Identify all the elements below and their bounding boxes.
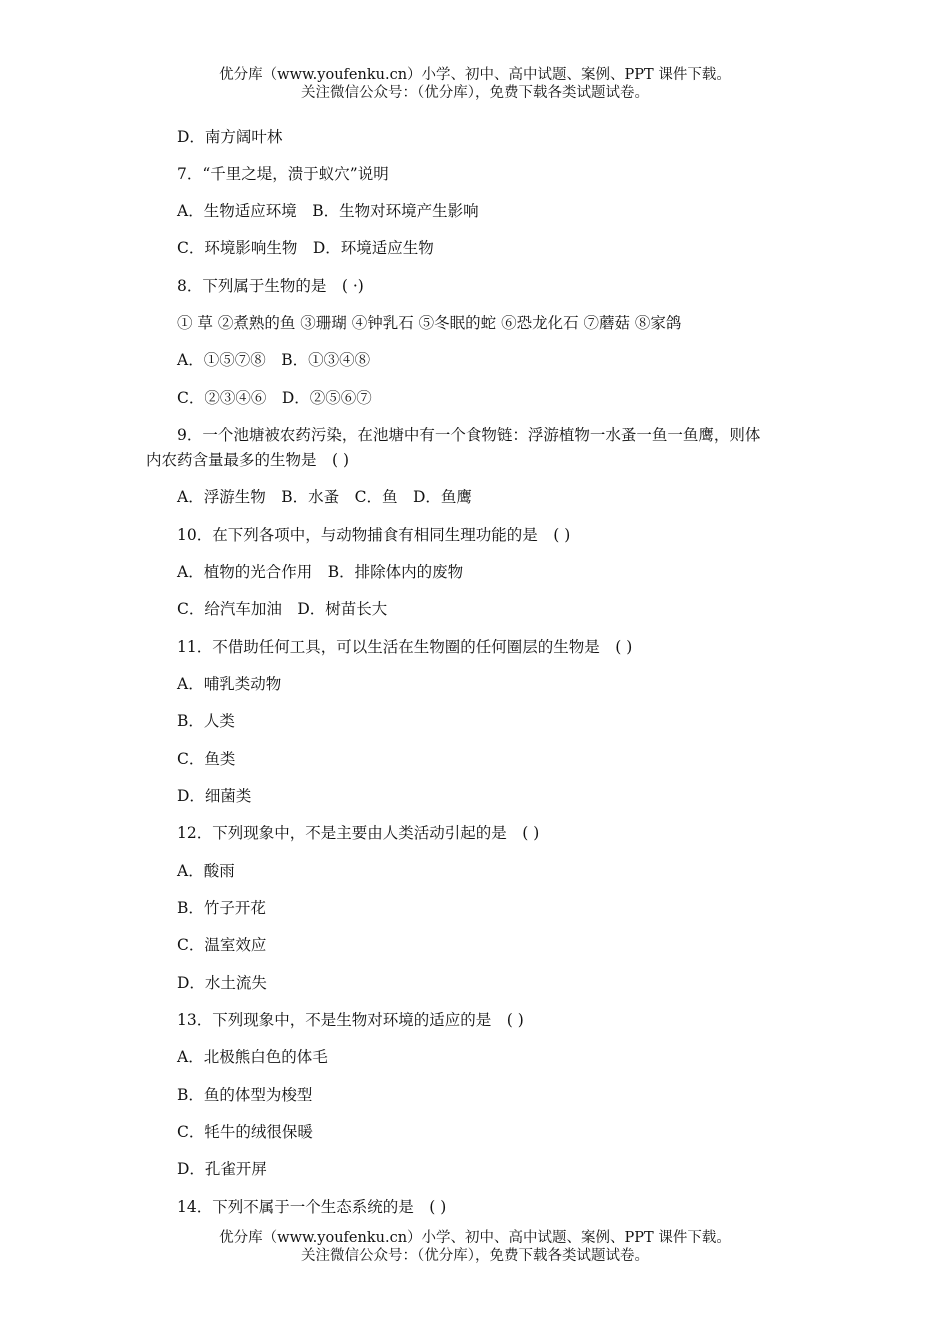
question-12: 12．下列现象中，不是主要由人类活动引起的是 ( ) [177, 824, 540, 842]
option-b-q13: B．鱼的体型为梭型 [177, 1086, 313, 1104]
option-a-q12: A．酸雨 [177, 862, 235, 880]
option-c-q13: C．牦牛的绒很保暖 [177, 1123, 313, 1141]
option-d-q12: D．水土流失 [177, 974, 267, 992]
header-text [0, 66, 950, 102]
footer-text [0, 1229, 950, 1265]
option-c-q11: C．鱼类 [177, 750, 236, 768]
question-8-items: ① 草 ②煮熟的鱼 ③珊瑚 ④钟乳石 ⑤冬眠的蛇 ⑥恐龙化石 ⑦蘑菇 ⑧家鸽 [177, 314, 682, 332]
question-11: 11．不借助任何工具，可以生活在生物圈的任何圈层的生物是 ( ) [177, 638, 633, 656]
option-d-q13: D．孔雀开屏 [177, 1160, 267, 1178]
header-line-2: 关注微信公众号：（优分库），免费下载各类试题试卷。 [301, 85, 649, 101]
question-7: 7．“千里之堤，溃于蚁穴”说明 [177, 165, 389, 183]
option-b-q12: B．竹子开花 [177, 899, 266, 917]
question-13: 13．下列现象中，不是生物对环境的适应的是 ( ) [177, 1011, 524, 1029]
options-ab-q8: A．①⑤⑦⑧ B．①③④⑧ [177, 351, 371, 369]
option-a-q13: A．北极熊白色的体毛 [177, 1048, 328, 1066]
option-c-q12: C．温室效应 [177, 936, 267, 954]
question-9-line-2: 内农药含量最多的生物是 ( ) [146, 451, 350, 469]
header-line-1: 优分库（www.youfenku.cn）小学、初中、高中试题、案例、PPT 课件下载。 [219, 67, 731, 83]
option-d-q11: D．细菌类 [177, 787, 252, 805]
options-cd-q7: C．环境影响生物 D．环境适应生物 [177, 239, 434, 257]
option-d-q6: D．南方阔叶林 [177, 128, 283, 146]
options-ab-q7: A．生物适应环境 B．生物对环境产生影响 [177, 202, 479, 220]
options-q9: A．浮游生物 B．水蚤 C．鱼 D．鱼鹰 [177, 488, 472, 506]
options-ab-q10: A．植物的光合作用 B．排除体内的废物 [177, 563, 464, 581]
question-10: 10．在下列各项中，与动物捕食有相同生理功能的是 ( ) [177, 526, 571, 544]
options-cd-q10: C．给汽车加油 D．树苗长大 [177, 600, 388, 618]
options-cd-q8: C．②③④⑥ D．②⑤⑥⑦ [177, 389, 372, 407]
footer-line-2: 关注微信公众号：（优分库），免费下载各类试题试卷。 [301, 1248, 649, 1264]
option-b-q11: B．人类 [177, 712, 235, 730]
question-14: 14．下列不属于一个生态系统的是 ( ) [177, 1198, 447, 1216]
footer-line-1: 优分库（www.youfenku.cn）小学、初中、高中试题、案例、PPT 课件下载。 [219, 1230, 731, 1246]
question-8: 8．下列属于生物的是 ( ·) [177, 277, 364, 295]
option-a-q11: A．哺乳类动物 [177, 675, 282, 693]
question-9-line-1: 9．一个池塘被农药污染，在池塘中有一个食物链：浮游植物一水蚤一鱼一鱼鹰，则体 [177, 426, 761, 444]
